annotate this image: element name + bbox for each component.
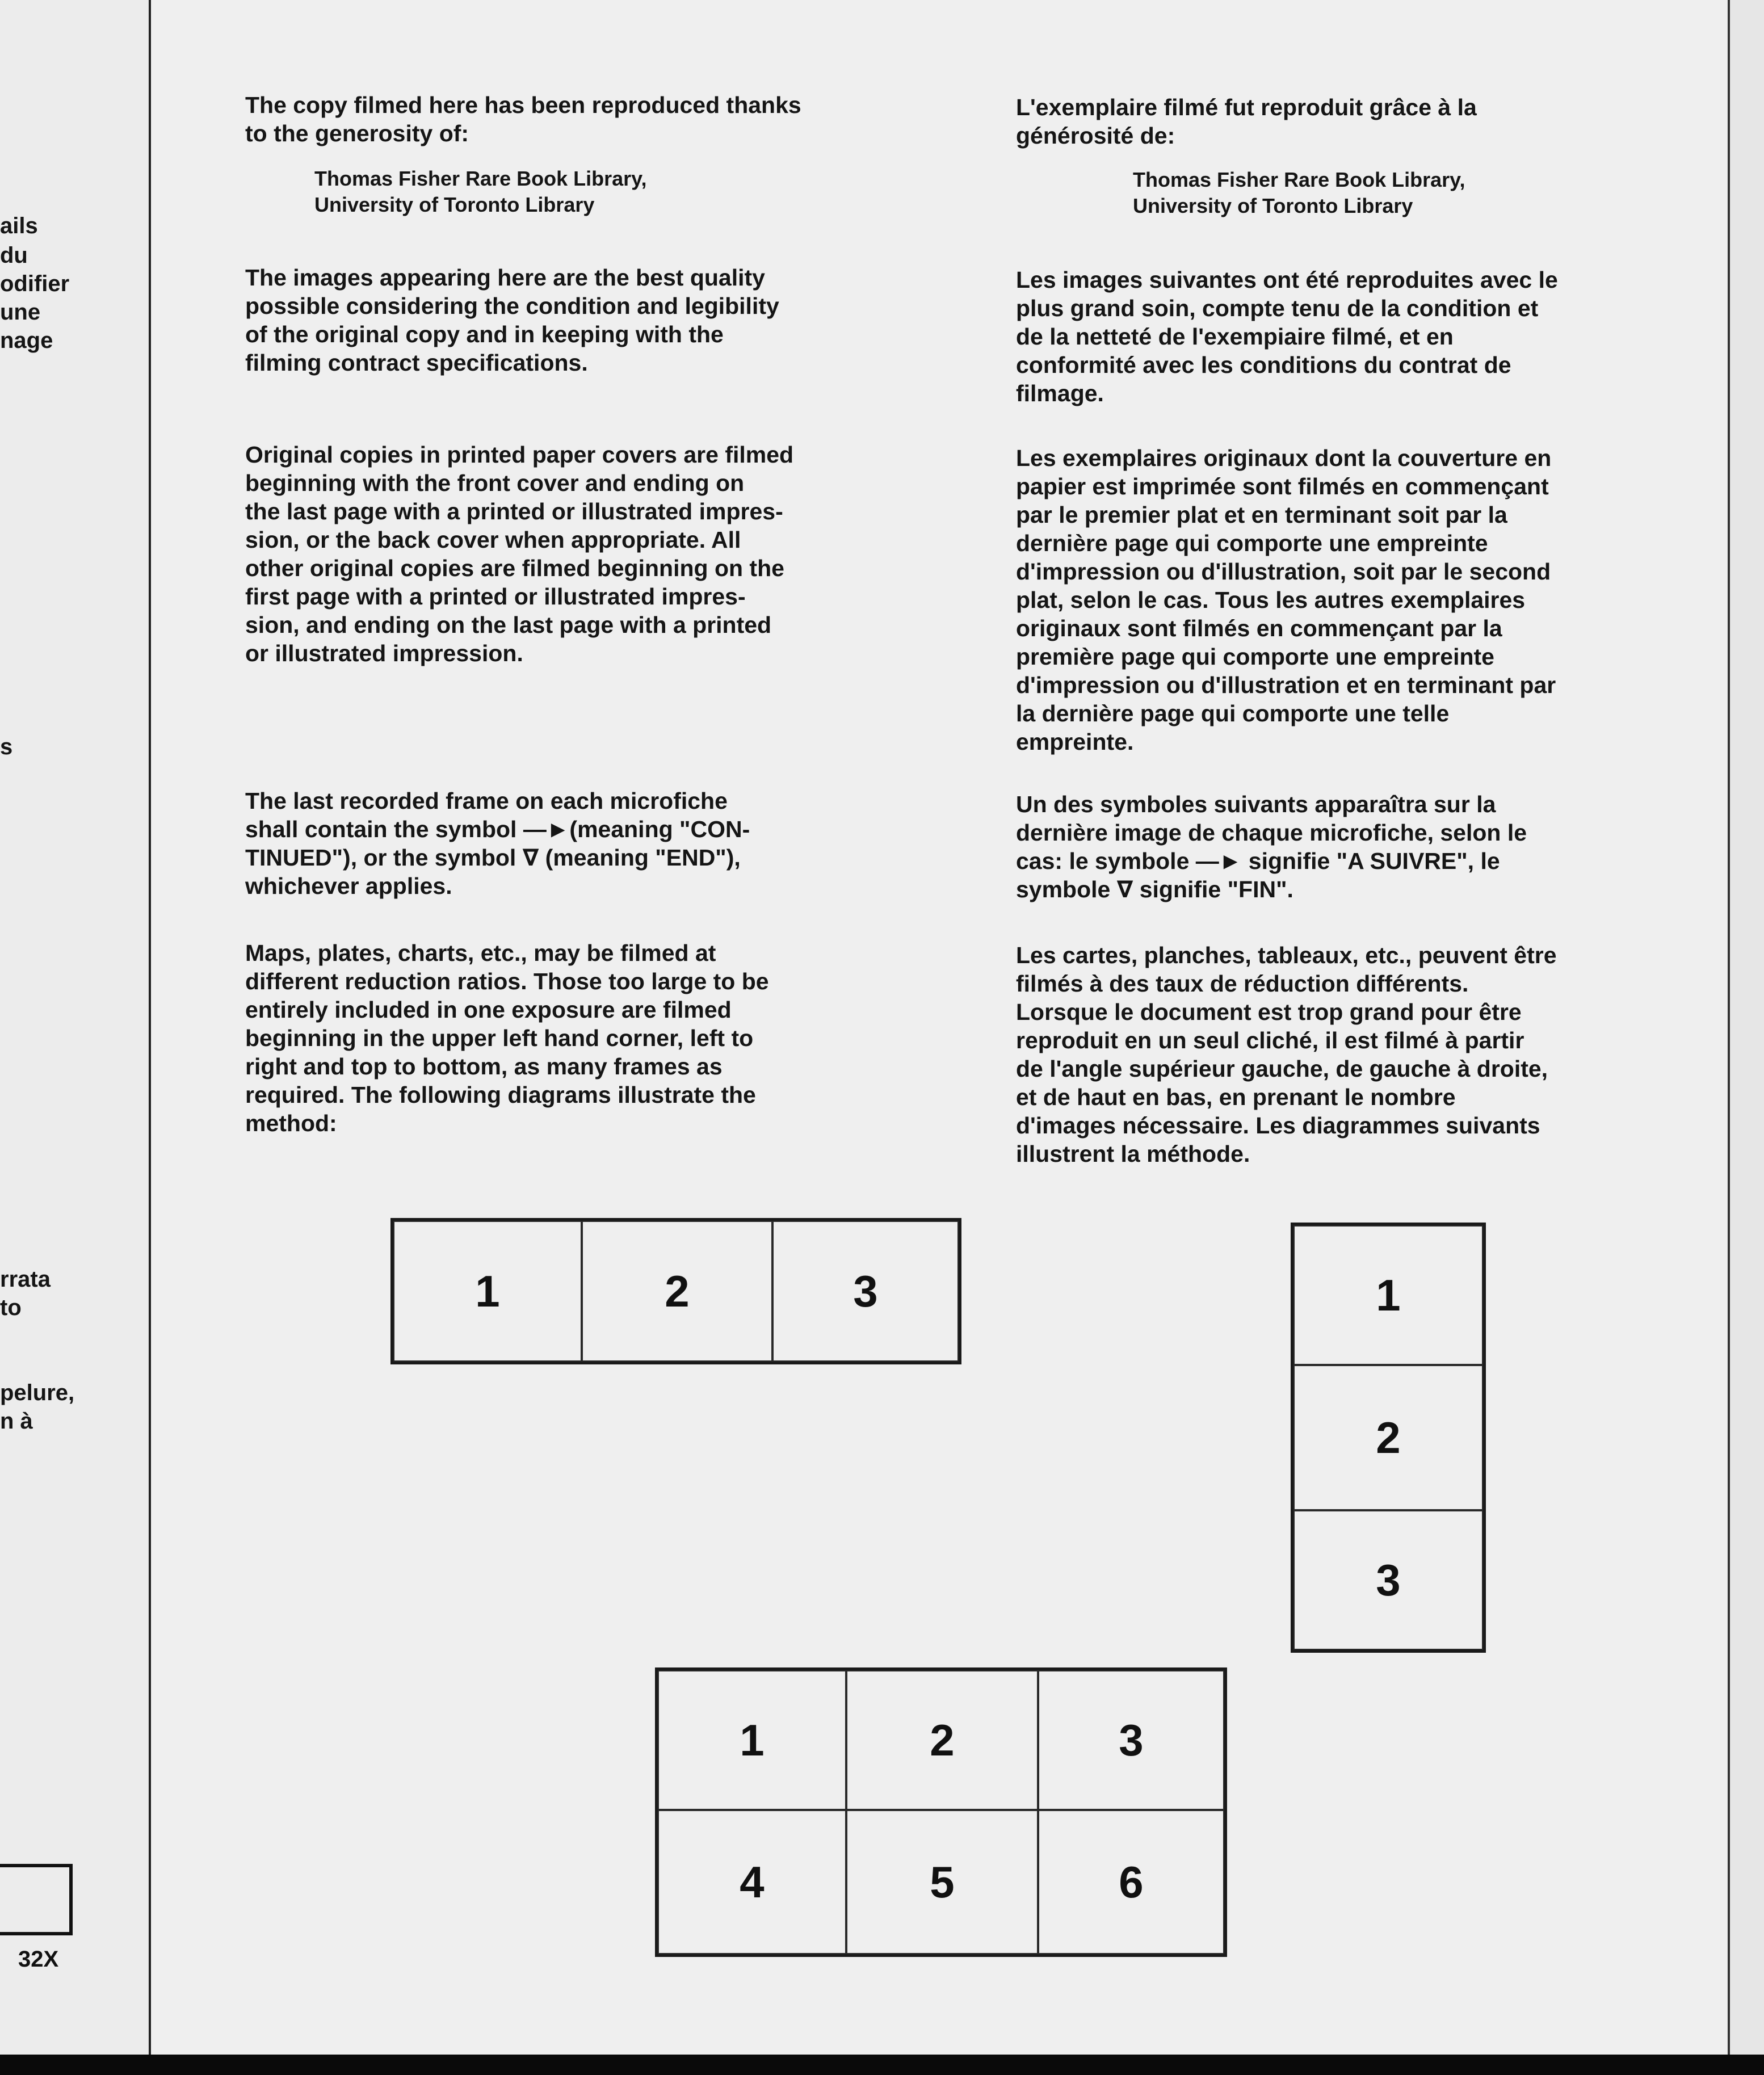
- text-line: beginning in the upper left hand corner, left to: [245, 1025, 754, 1051]
- text-line: filmés à des taux de réduction différents.: [1016, 971, 1469, 997]
- text-line: dernière page qui comporte une empreinte: [1016, 530, 1488, 556]
- text-line: different reduction ratios. Those too large to be: [245, 968, 769, 994]
- text-line: Les cartes, planches, tableaux, etc., peuvent être: [1016, 942, 1557, 968]
- text-line: whichever applies.: [245, 873, 452, 899]
- text-line: reproduit en un seul cliché, il est filmé à partir: [1016, 1027, 1524, 1053]
- horizontal-frames-diagram: [390, 1218, 961, 1364]
- french-covers-paragraph: [1016, 444, 1652, 756]
- previous-page-edge: [0, 0, 151, 2055]
- english-acknowledgement: [245, 91, 881, 148]
- english-symbols-paragraph: [245, 787, 881, 900]
- frame-cell: 3: [1038, 1670, 1224, 1810]
- frame-cell: 3: [1293, 1510, 1483, 1650]
- text-segment: signifie "A SUIVRE", le: [1242, 848, 1500, 874]
- cut-text-fragment: une: [0, 300, 41, 325]
- text-line: Original copies in printed paper covers are filmed: [245, 442, 794, 468]
- text-line: première page qui comporte une empreinte: [1016, 644, 1494, 670]
- english-covers-paragraph: [245, 440, 881, 667]
- cut-text-fragment: ails: [0, 213, 38, 238]
- text-line: de la netteté de l'exempiaire filmé, et en: [1016, 324, 1454, 350]
- text-line: [1016, 875, 1652, 904]
- text-segment: cas: le symbole: [1016, 848, 1196, 874]
- text-line: of the original copy and in keeping with the: [245, 321, 724, 347]
- next-page-edge: [1728, 0, 1764, 2055]
- text-line: [245, 843, 881, 872]
- text-line: papier est imprimée sont filmés en commençant: [1016, 473, 1549, 499]
- text-line: other original copies are filmed beginning on the: [245, 555, 784, 581]
- text-line: The images appearing here are the best quality: [245, 264, 765, 291]
- text-line: empreinte.: [1016, 729, 1134, 755]
- text-line: illustrent la méthode.: [1016, 1141, 1250, 1167]
- text-segment: TINUED"), or the symbol: [245, 845, 523, 871]
- resolution-target-label: 32X: [18, 1947, 59, 1972]
- cut-text-fragment: nage: [0, 328, 53, 353]
- text-line: la dernière page qui comporte une telle: [1016, 700, 1450, 726]
- grid-frames-diagram: [655, 1667, 1227, 1957]
- text-line: générosité de:: [1016, 123, 1175, 149]
- french-quality-paragraph: [1016, 266, 1652, 408]
- french-maps-paragraph: [1016, 941, 1652, 1168]
- resolution-target-box: [0, 1864, 73, 1935]
- text-line: d'impression ou d'illustration et en terminant par: [1016, 672, 1556, 698]
- cut-text-fragment: du: [0, 243, 28, 268]
- frame-cell: 1: [1293, 1225, 1483, 1365]
- text-segment: (meaning "CON-: [569, 816, 750, 842]
- frame-cell: 4: [658, 1810, 846, 1954]
- cut-text-fragment: s: [0, 734, 13, 759]
- text-line: right and top to bottom, as many frames as: [245, 1053, 723, 1079]
- cut-text-fragment: rrata: [0, 1267, 51, 1292]
- text-segment: signifie "FIN".: [1133, 876, 1293, 902]
- vertical-frames-diagram: [1291, 1223, 1486, 1653]
- text-line: [1016, 847, 1652, 875]
- english-quality-paragraph: [245, 263, 881, 377]
- text-line: the last page with a printed or illustrated impres-: [245, 498, 783, 524]
- cut-text-fragment: n à: [0, 1409, 33, 1434]
- text-segment: (meaning "END"),: [539, 845, 741, 871]
- frame-cell: 2: [582, 1221, 772, 1362]
- frame-cell: 2: [846, 1670, 1038, 1810]
- frame-cell: 6: [1038, 1810, 1224, 1954]
- text-line: originaux sont filmés en commençant par la: [1016, 615, 1502, 641]
- text-line: conformité avec les conditions du contrat de: [1016, 352, 1511, 378]
- text-line: beginning with the front cover and ending on: [245, 470, 745, 496]
- text-line: first page with a printed or illustrated impres-: [245, 583, 746, 610]
- text-segment: symbole: [1016, 876, 1117, 902]
- text-line: Maps, plates, charts, etc., may be filmed at: [245, 940, 716, 966]
- text-line: entirely included in one exposure are filmed: [245, 997, 732, 1023]
- cut-text-fragment: to: [0, 1295, 22, 1320]
- text-line: dernière image de chaque microfiche, selon le: [1016, 820, 1527, 846]
- text-line: plat, selon le cas. Tous les autres exemplaires: [1016, 587, 1526, 613]
- continued-arrow-icon: —►: [1195, 848, 1242, 874]
- frame-cell: 1: [658, 1670, 846, 1810]
- text-line: possible considering the condition and legibility: [245, 293, 779, 319]
- text-line: Les images suivantes ont été reproduites avec le: [1016, 267, 1558, 293]
- continued-arrow-icon: —►: [523, 816, 570, 842]
- text-line: d'images nécessaire. Les diagrammes suivants: [1016, 1112, 1540, 1139]
- text-line: de l'angle supérieur gauche, de gauche à droite,: [1016, 1056, 1548, 1082]
- text-line: sion, and ending on the last page with a printed: [245, 612, 772, 638]
- frame-cell: 2: [1293, 1365, 1483, 1510]
- text-line: [245, 815, 881, 843]
- english-maps-paragraph: [245, 939, 881, 1137]
- text-line: or illustrated impression.: [245, 640, 523, 666]
- french-symbols-paragraph: [1016, 790, 1652, 904]
- text-line: method:: [245, 1110, 337, 1136]
- text-line: Thomas Fisher Rare Book Library,: [1133, 168, 1465, 191]
- frame-cell: 5: [846, 1810, 1038, 1954]
- frame-cell: 1: [393, 1221, 582, 1362]
- text-line: et de haut en bas, en prenant le nombre: [1016, 1084, 1456, 1110]
- text-line: Thomas Fisher Rare Book Library,: [314, 167, 647, 190]
- text-line: filmage.: [1016, 380, 1104, 406]
- cut-text-fragment: odifier: [0, 271, 70, 296]
- french-acknowledgement: [1016, 93, 1652, 150]
- text-line: Les exemplaires originaux dont la couverture en: [1016, 445, 1552, 471]
- end-triangle-icon: ∇: [522, 845, 539, 871]
- text-line: L'exemplaire filmé fut reproduit grâce à la: [1016, 94, 1477, 120]
- text-line: The copy filmed here has been reproduced thanks: [245, 92, 801, 118]
- cut-text-fragment: pelure,: [0, 1380, 75, 1405]
- text-line: The last recorded frame on each microfiche: [245, 788, 728, 814]
- frame-cell: 3: [772, 1221, 959, 1362]
- text-line: par le premier plat et en terminant soit par la: [1016, 502, 1507, 528]
- scan-border: [0, 2055, 1764, 2075]
- english-library-credit: [314, 166, 647, 218]
- text-line: plus grand soin, compte tenu de la condition et: [1016, 295, 1539, 321]
- french-library-credit: [1133, 167, 1465, 219]
- text-line: filming contract specifications.: [245, 350, 588, 376]
- text-line: sion, or the back cover when appropriate. All: [245, 527, 741, 553]
- end-triangle-icon: ∇: [1116, 876, 1133, 902]
- text-line: d'impression ou d'illustration, soit par le second: [1016, 558, 1551, 585]
- text-line: University of Toronto Library: [1133, 194, 1413, 217]
- text-line: Un des symboles suivants apparaîtra sur la: [1016, 791, 1496, 817]
- text-line: to the generosity of:: [245, 120, 469, 146]
- text-line: required. The following diagrams illustrate the: [245, 1082, 756, 1108]
- text-line: University of Toronto Library: [314, 193, 595, 216]
- text-line: Lorsque le document est trop grand pour être: [1016, 999, 1522, 1025]
- text-segment: shall contain the symbol: [245, 816, 523, 842]
